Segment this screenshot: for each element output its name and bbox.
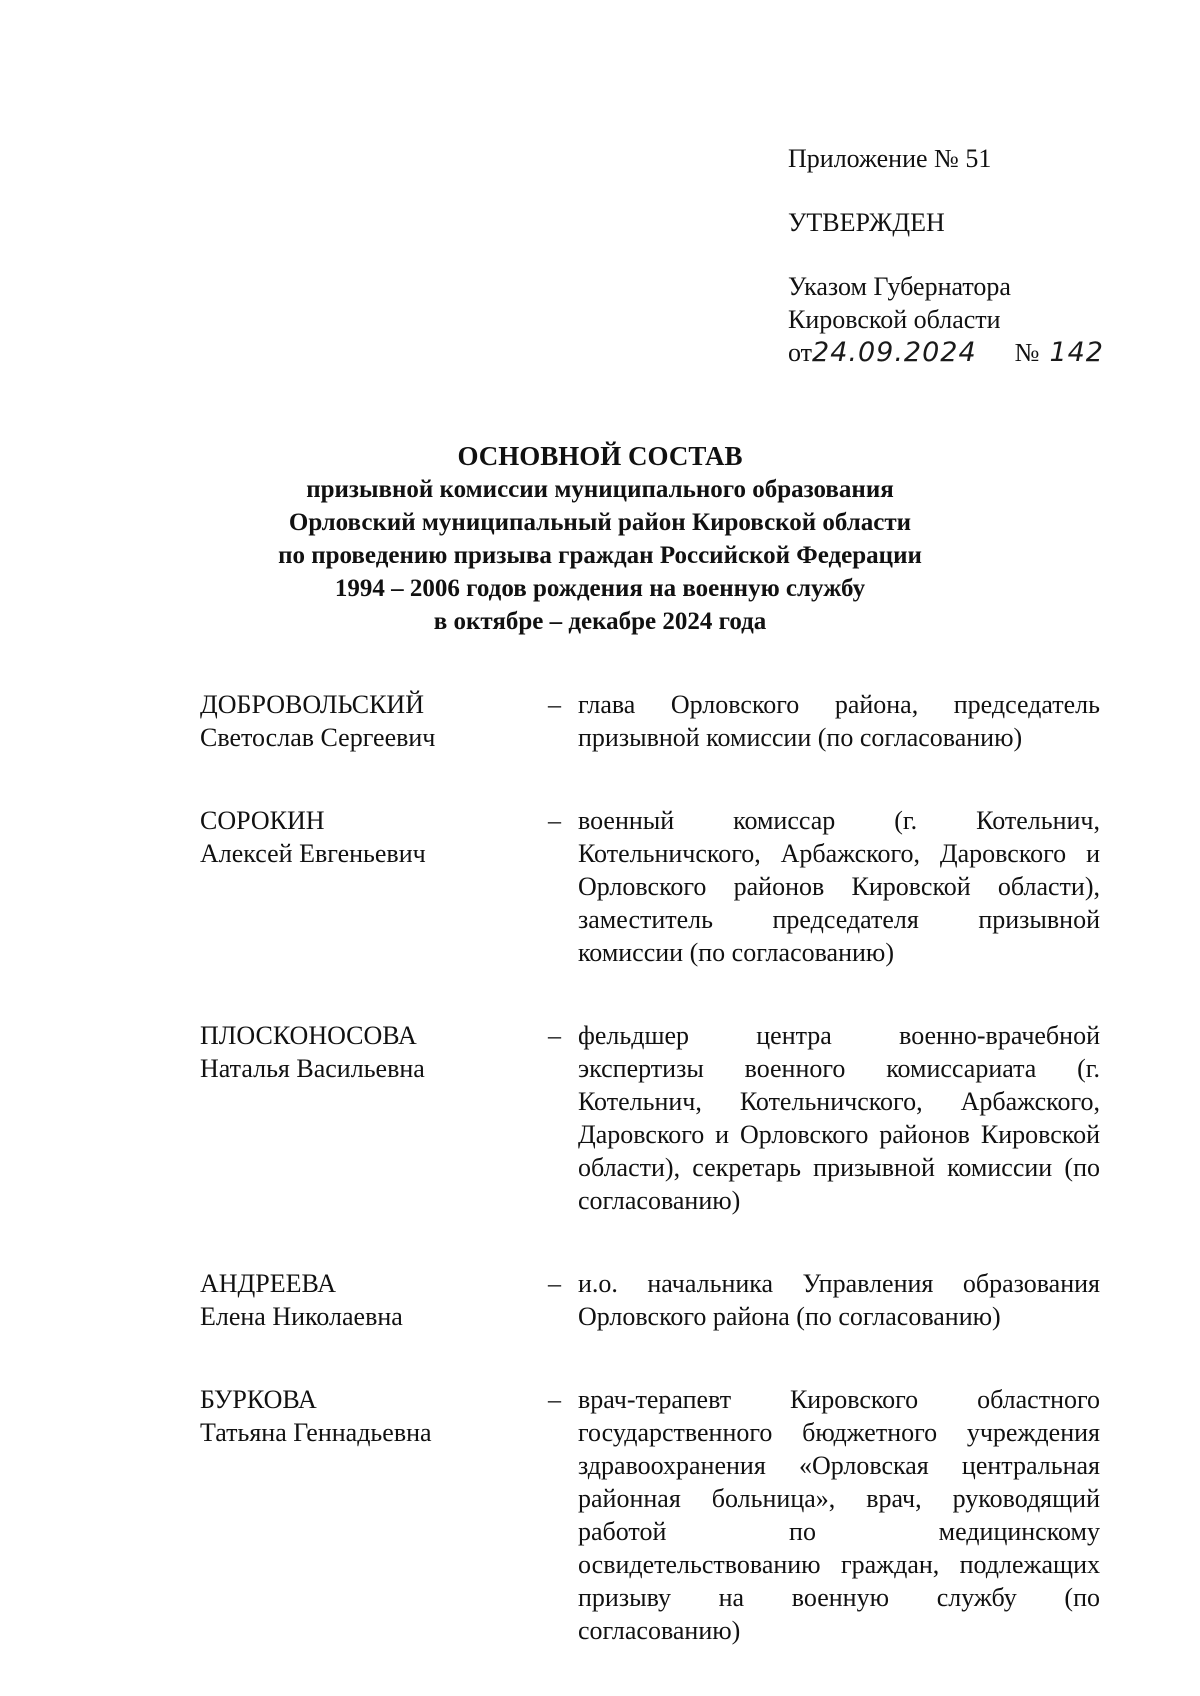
member-dash: –	[548, 1385, 561, 1414]
member-entry	[200, 804, 1100, 969]
handwritten-date: 24.09.2024	[812, 337, 977, 368]
member-name	[200, 804, 548, 870]
approval-block	[788, 142, 1104, 369]
title-line-5: в октябре – декабре 2024 года	[433, 608, 767, 635]
member-surname: ПЛОСКОНОСОВА	[200, 1021, 417, 1050]
member-given-names: Светослав Сергеевич	[200, 723, 436, 752]
title-line-3: по проведению призыва граждан Российской Федерации	[278, 542, 922, 569]
member-name	[200, 688, 548, 754]
number-sign: №	[1014, 338, 1040, 367]
date-prefix: от	[788, 338, 813, 367]
appendix-number: Приложение № 51	[788, 144, 992, 173]
member-given-names: Татьяна Геннадьевна	[200, 1418, 432, 1447]
member-entry	[200, 688, 1100, 754]
member-name	[200, 1267, 548, 1333]
member-surname: ДОБРОВОЛЬСКИЙ	[200, 690, 424, 719]
member-dash: –	[548, 806, 561, 835]
member-surname: АНДРЕЕВА	[200, 1269, 336, 1298]
member-entry	[200, 1267, 1100, 1333]
handwritten-number: 142	[1049, 337, 1104, 368]
member-role: и.о. начальника Управления образования Орловского района (по согласованию)	[578, 1269, 1100, 1331]
member-role: врач-терапевт Кировского областного государственного бюджетного учреждения здравоохранения «Орловская центральная районная больница», врач, руководящий работой по медицинскому освидетельствованию граждан, подлежащих призыву на военную службу (по согласованию)	[578, 1385, 1100, 1645]
title-line-4: 1994 – 2006 годов рождения на военную службу	[334, 575, 866, 602]
member-surname: БУРКОВА	[200, 1385, 317, 1414]
member-given-names: Алексей Евгеньевич	[200, 839, 426, 868]
member-dash: –	[548, 1021, 561, 1050]
commission-members-list	[200, 688, 1100, 1647]
member-role: глава Орловского района, председатель призывной комиссии (по согласованию)	[578, 690, 1100, 752]
decree-date-line	[788, 336, 1104, 369]
member-name	[200, 1019, 548, 1085]
member-name	[200, 1383, 548, 1449]
decree-line-1: Указом Губернатора	[788, 272, 1011, 301]
title-main: ОСНОВНОЙ СОСТАВ	[457, 441, 743, 471]
member-surname: СОРОКИН	[200, 806, 325, 835]
member-given-names: Наталья Васильевна	[200, 1054, 425, 1083]
member-role: военный комиссар (г. Котельнич, Котельничского, Арбажского, Даровского и Орловского районов Кировской области), заместитель председателя призывной комиссии (по согласованию)	[578, 806, 1100, 967]
member-given-names: Елена Николаевна	[200, 1302, 403, 1331]
member-dash: –	[548, 1269, 561, 1298]
title-line-1: призывной комиссии муниципального образования	[306, 476, 894, 503]
decree-line-2: Кировской области	[788, 305, 1001, 334]
member-role: фельдшер центра военно-врачебной экспертизы военного комиссариата (г. Котельнич, Котельничского, Арбажского, Даровского и Орловского районов Кировской области), секретарь призывной комиссии (по согласованию)	[578, 1021, 1100, 1215]
member-entry	[200, 1383, 1100, 1647]
approved-label: УТВЕРЖДЕН	[788, 208, 945, 237]
document-title	[0, 440, 1200, 638]
member-dash: –	[548, 690, 561, 719]
title-line-2: Орловский муниципальный район Кировской области	[288, 509, 912, 536]
member-entry	[200, 1019, 1100, 1217]
